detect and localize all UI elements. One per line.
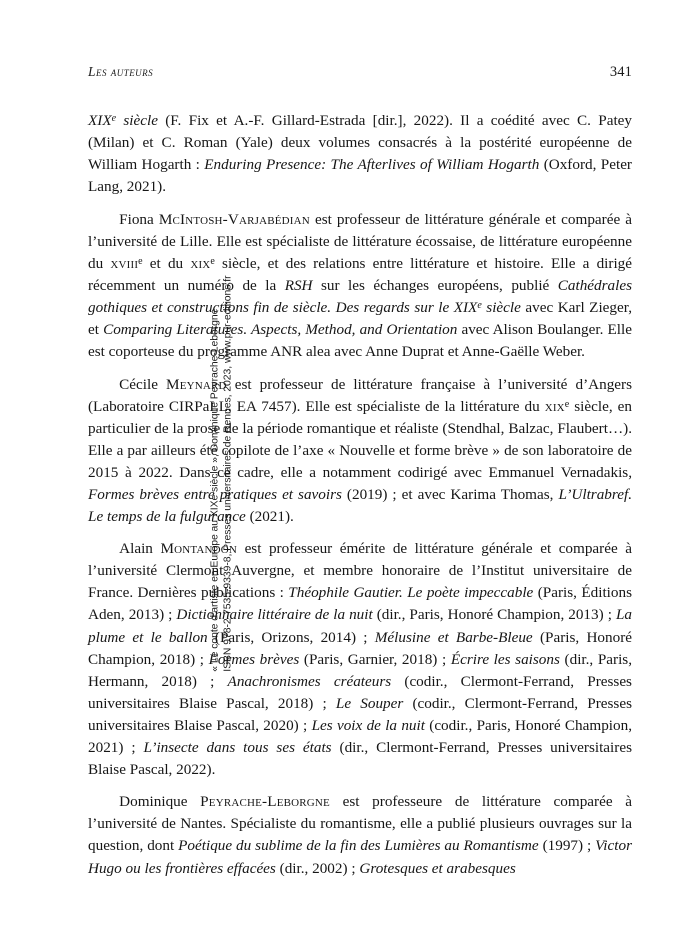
text-run: siècle, et des relations entre littérature et histoire. Elle a dirigé récemment un numéro de la <box>88 254 633 294</box>
text-run: (Oxford, Peter Lang, 2021). <box>88 156 632 196</box>
text-run: et du <box>142 254 191 272</box>
text-run: (dir., 2002) ; <box>275 859 360 877</box>
author-firstname: Alain <box>119 540 161 558</box>
author-firstname: Dominique <box>119 793 201 811</box>
body-text-block <box>88 110 632 880</box>
paragraph-peyrache-leborgne <box>88 791 632 879</box>
text-run: est professeur de littérature générale et comparée à l’université de Lille. Elle est spécialiste de littérature écossaise, de littérature européenne du <box>88 210 632 272</box>
page-number: 341 <box>609 64 632 80</box>
title-plume-ballon: La plume et le ballon <box>88 606 632 646</box>
title-formes-breves-pratiques: Formes brèves entre pratiques et savoirs <box>88 485 342 503</box>
title-poetique-du-sublime: Poétique du sublime de la fin des Lumières au Romantisme <box>178 837 539 855</box>
text-run: (Paris, Orizons, 2014) ; <box>207 628 375 646</box>
title-formes-breves: Formes brèves <box>208 650 300 668</box>
paragraph-montandon <box>88 538 632 781</box>
text-run: siècle, en particulier de la prose de la période romantique et réaliste (Stendhal, Balzac, Flaubert…). Elle a par ailleurs été copilote de l’axe « Nouvelle et forme brève » de son laboratoire de 2015 à 2022. Dans ce cadre, elle a notamment codirigé avec Emmanuel Vernadakis, <box>88 397 632 481</box>
author-firstname: Fiona <box>119 210 159 228</box>
text-run: (dir., Paris, Hermann, 2018) ; <box>88 650 633 690</box>
text-run: (codir., Paris, Honoré Champion, 2021) ; <box>88 716 632 756</box>
title-comparing-literatures: Comparing Literatures. Aspects, Method, and Orientation <box>103 320 458 338</box>
title-le-souper: Le Souper <box>335 694 404 712</box>
title-cathedrales-gothiques-rest: siècle <box>481 298 521 316</box>
running-head <box>88 64 632 86</box>
title-insecte-tous-ses-etats: L’insecte dans tous ses états <box>143 738 332 756</box>
text-run: (2021). <box>245 507 294 525</box>
title-ultrabref: L’Ultrabref. Le temps de la fulgurance <box>88 485 632 525</box>
title-dictionnaire-nuit: Dictionnaire littéraire de la nuit <box>176 606 373 624</box>
ordinal-suffix: e <box>210 255 215 267</box>
title-les-voix-de-la-nuit: Les voix de la nuit <box>311 716 425 734</box>
author-surname: McIntosh-Varjabédian <box>158 210 310 228</box>
paragraph-mcintosh-varjabedian <box>88 209 632 363</box>
title-ecrire-les-saisons: Écrire les saisons <box>450 650 560 668</box>
title-cathedrales-gothiques: Cathédrales gothiques et constructions fin de siècle. Des regards sur le XIX <box>88 276 632 316</box>
author-surname: Meynard <box>166 375 227 393</box>
text-run: (dir., Clermont-Ferrand, Presses universitaires Blaise Pascal, 2022). <box>88 738 632 778</box>
text-run: (dir., Paris, Honoré Champion, 2013) ; <box>372 606 616 624</box>
text-run: (Paris, Éditions Aden, 2013) ; <box>88 584 632 624</box>
text-run: sur les échanges européens, publié <box>312 276 558 294</box>
text-run: (F. Fix et A.-F. Gillard-Estrada [dir.], 2022). Il a coédité avec C. Patey (Milan) et C. Roman (Yale) deux volumes consacrés à la postérité européenne de William Hogarth : <box>88 112 632 174</box>
margin-copyright-line-2: ISBN 978-2-7535-9339-8, Presses universitaires de Rennes, 2023, www.pur-editions.fr <box>222 275 234 673</box>
margin-copyright-line-1: « Le conte d’artiste en Europe au XIXe siècle », Dominique Peyrache-Leborgne <box>209 309 221 673</box>
ordinal-suffix: e <box>111 112 117 124</box>
journal-rsh: RSH <box>284 276 313 294</box>
text-run: (codir., Clermont-Ferrand, Presses universitaires Blaise Pascal, 2020) ; <box>88 694 632 734</box>
ordinal-suffix: e <box>564 398 570 410</box>
text-run: est professeur émérite de littérature générale et comparée à l’université Clermont Auvergne, et membre honoraire de l’Institut universitaire de France. Dernières publications : <box>88 540 632 602</box>
title-xixe-siecle: XIX <box>88 112 112 129</box>
text-run: (1997) ; <box>538 837 596 855</box>
author-firstname: Cécile <box>119 375 167 393</box>
text-run: (Paris, Garnier, 2018) ; <box>299 650 451 668</box>
text-run: avec Karl Zieger, et <box>88 298 632 338</box>
text-run: est professeure de littérature comparée à l’université de Nantes. Spécialiste du romantisme, elle a publié plusieurs ouvrages sur la question, dont <box>88 793 632 855</box>
text-run: avec Alison Boulanger. Elle est coporteuse du programme ANR alea avec Anne Duprat et Anne-Gaëlle Weber. <box>88 320 632 360</box>
running-head-title: Les auteurs <box>88 64 154 79</box>
author-surname: Peyrache-Leborgne <box>200 793 330 811</box>
ordinal-suffix: e <box>138 255 143 267</box>
century-xix: xix <box>544 397 565 415</box>
paragraph-continuation <box>88 110 632 198</box>
century-xix: xix <box>190 254 211 272</box>
title-melusine-barbe-bleue: Mélusine et Barbe-Bleue <box>374 628 533 646</box>
text-run: (codir., Clermont-Ferrand, Presses universitaires Blaise Pascal, 2018) ; <box>88 672 632 712</box>
paragraph-meynard <box>88 374 632 528</box>
ordinal-suffix: e <box>477 299 482 311</box>
text-run: (Paris, Honoré Champion, 2018) ; <box>88 628 632 668</box>
title-enduring-presence: Enduring Presence: The Afterlives of William Hogarth <box>204 156 540 174</box>
text-run: est professeur de littérature française à l’université d’Angers (Laboratoire CIRPaLL, EA 7457). Elle est spécialiste de la littérature du <box>88 375 632 415</box>
title-victor-hugo-frontieres: Victor Hugo ou les frontières effacées <box>88 837 632 877</box>
title-grotesques-arabesques: Grotesques et arabesques <box>359 859 516 877</box>
century-xviii: xviii <box>110 254 139 272</box>
author-surname: Montandon <box>160 540 238 558</box>
title-xixe-siecle-rest: siècle <box>116 112 158 129</box>
text-run: (2019) ; et avec Karima Thomas, <box>341 485 559 503</box>
title-anachronismes-createurs: Anachronismes créateurs <box>227 672 392 690</box>
title-theophile-gautier: Théophile Gautier. Le poète impeccable <box>288 584 534 602</box>
